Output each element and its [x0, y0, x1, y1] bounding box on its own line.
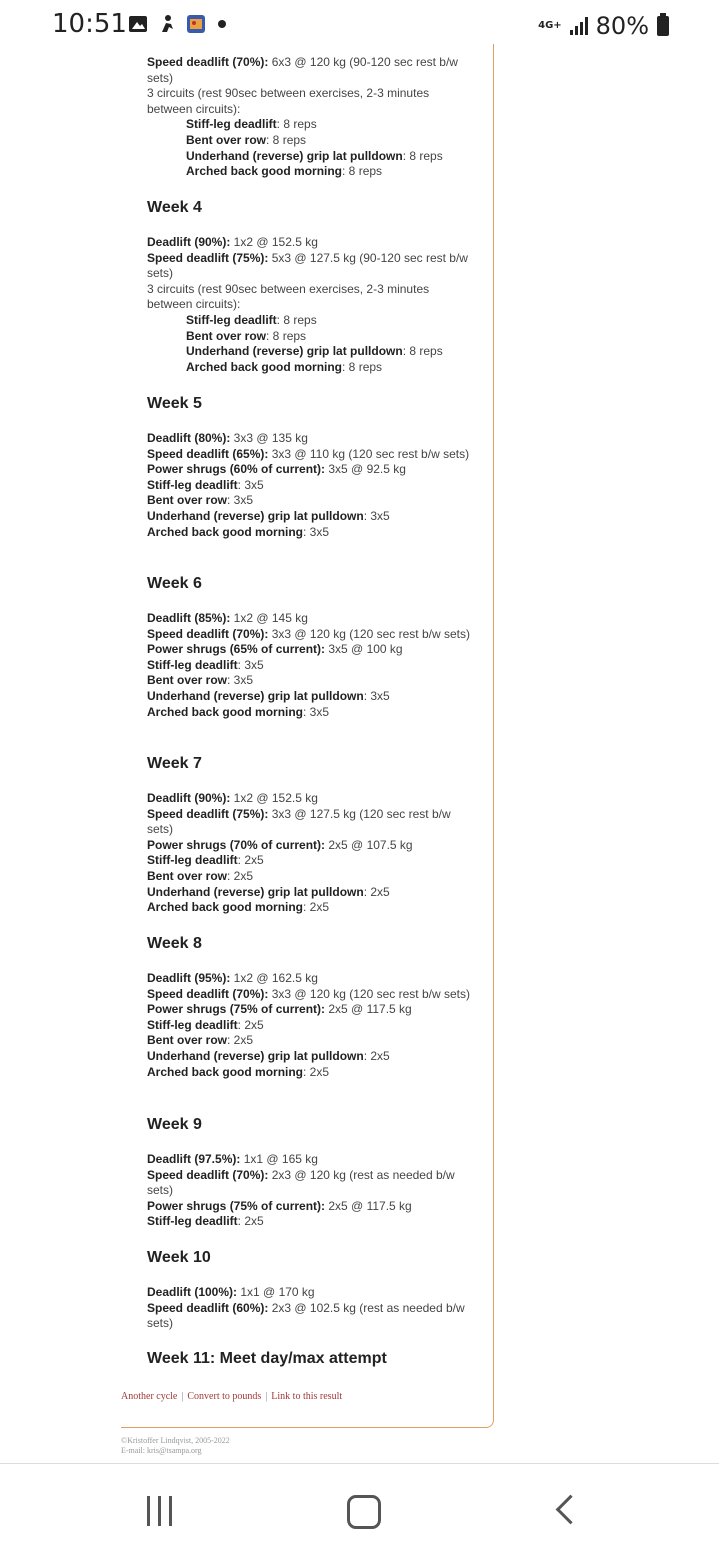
- exercise-line: [147, 1018, 477, 1034]
- exercise-detail: : 8 reps: [276, 312, 317, 327]
- app-icon: [186, 14, 206, 34]
- exercise-label: Power shrugs (75% of current):: [147, 1002, 326, 1017]
- exercise-label: Arched back good morning: [147, 900, 304, 915]
- exercise-line: [147, 117, 477, 133]
- exercise-detail: : 3x5: [227, 493, 254, 508]
- exercise-detail: 3x5 @ 92.5 kg: [325, 462, 406, 477]
- gallery-icon: [128, 15, 148, 33]
- exercise-label: Bent over row: [147, 868, 228, 883]
- exercise-label: Deadlift (80%):: [147, 431, 231, 445]
- exercise-line: [147, 869, 477, 885]
- exercise-detail: 1x2 @ 145 kg: [230, 611, 308, 625]
- exercise-detail: : 3x5: [237, 657, 264, 672]
- exercise-line: [147, 642, 477, 658]
- exercise-detail: 3 circuits (rest 90sec between exercises, 2-3 minutes between circuits):: [147, 281, 430, 312]
- exercise-label: Power shrugs (75% of current):: [147, 1198, 326, 1213]
- exercise-label: Bent over row: [186, 328, 267, 343]
- exercise-detail: : 2x5: [237, 1017, 264, 1032]
- exercise-detail: 2x3 @ 120 kg (rest as needed b/w sets): [147, 1167, 455, 1198]
- week-block: [147, 1350, 477, 1374]
- exercise-label: Speed deadlift (70%):: [147, 55, 269, 69]
- exercise-detail: 2x3 @ 102.5 kg (rest as needed b/w sets): [147, 1300, 465, 1331]
- exercise-line: [147, 1168, 477, 1199]
- exercise-detail: : 8 reps: [266, 132, 307, 147]
- exercise-detail: : 8 reps: [402, 148, 443, 163]
- exercise-label: Deadlift (95%):: [147, 971, 231, 985]
- week-title: Week 11: Meet day/max attempt: [147, 1350, 387, 1367]
- back-icon[interactable]: [556, 1495, 586, 1525]
- exercise-line: [147, 360, 477, 376]
- exercise-label: Arched back good morning: [147, 524, 304, 539]
- footer-links: [121, 1391, 342, 1402]
- exercise-detail: : 8 reps: [276, 117, 317, 132]
- exercise-detail: : 8 reps: [402, 344, 443, 359]
- week-title: Week 7: [147, 755, 202, 772]
- exercise-detail: : 8 reps: [342, 359, 383, 374]
- recent-apps-icon[interactable]: [147, 1496, 172, 1526]
- dot-icon: [216, 18, 228, 30]
- exercise-line: [147, 705, 477, 721]
- convert-to-pounds-link[interactable]: Convert to pounds: [187, 1391, 262, 1402]
- exercise-label: Stiff-leg deadlift: [186, 312, 277, 327]
- exercise-label: Speed deadlift (75%):: [147, 806, 269, 821]
- exercise-detail: 1x1 @ 165 kg: [240, 1152, 318, 1166]
- exercise-detail: : 2x5: [303, 1064, 330, 1079]
- exercise-label: Underhand (reverse) grip lat pulldown: [186, 148, 403, 163]
- exercise-line: [147, 509, 477, 525]
- exercise-label: Stiff-leg deadlift: [147, 1214, 238, 1229]
- exercise-label: Deadlift (90%):: [147, 235, 231, 249]
- copyright: [121, 1436, 230, 1456]
- exercise-label: Stiff-leg deadlift: [147, 657, 238, 672]
- exercise-line: [147, 431, 477, 447]
- exercise-detail: : 3x5: [303, 704, 330, 719]
- exercise-detail: 2x5 @ 117.5 kg: [325, 1198, 412, 1213]
- exercise-line: [147, 1214, 477, 1230]
- exercise-label: Underhand (reverse) grip lat pulldown: [147, 688, 364, 703]
- exercise-detail: : 8 reps: [266, 328, 307, 343]
- notification-icons: [128, 14, 228, 34]
- home-icon[interactable]: [347, 1495, 381, 1529]
- exercise-detail: : 2x5: [227, 868, 254, 883]
- exercise-label: Bent over row: [186, 132, 267, 147]
- exercise-label: Arched back good morning: [186, 164, 343, 179]
- week-title: Week 4: [147, 199, 202, 216]
- exercise-detail: 6x3 @ 120 kg (90-120 sec rest b/w sets): [147, 55, 458, 85]
- exercise-detail: : 2x5: [363, 884, 390, 899]
- exercise-line: [147, 1285, 477, 1301]
- exercise-line: [147, 344, 477, 360]
- exercise-label: Deadlift (90%):: [147, 791, 231, 805]
- exercise-label: Speed deadlift (70%):: [147, 1167, 269, 1182]
- separator: |: [181, 1391, 184, 1402]
- exercise-line: [147, 164, 477, 180]
- exercise-label: Power shrugs (60% of current):: [147, 462, 326, 477]
- exercise-label: Stiff-leg deadlift: [186, 117, 277, 132]
- exercise-line: [147, 807, 477, 838]
- week-block: [147, 55, 477, 180]
- exercise-line: [147, 1065, 477, 1081]
- exercise-label: Speed deadlift (65%):: [147, 446, 269, 461]
- exercise-detail: : 3x5: [227, 673, 254, 688]
- exercise-line: [147, 971, 477, 987]
- exercise-line: [147, 447, 477, 463]
- exercise-line: [147, 133, 477, 149]
- exercise-label: Bent over row: [147, 1033, 228, 1048]
- exercise-label: Deadlift (97.5%):: [147, 1152, 241, 1166]
- exercise-line: [147, 1301, 477, 1332]
- exercise-label: Underhand (reverse) grip lat pulldown: [186, 344, 403, 359]
- exercise-line: [147, 1002, 477, 1018]
- copyright-text: ©Kristoffer Lindqvist, 2005-2022: [121, 1436, 230, 1445]
- exercise-detail: 1x1 @ 170 kg: [237, 1285, 315, 1299]
- separator: |: [265, 1391, 268, 1402]
- exercise-label: Bent over row: [147, 673, 228, 688]
- exercise-label: Arched back good morning: [186, 359, 343, 374]
- exercise-detail: 3x3 @ 120 kg (120 sec rest b/w sets): [268, 626, 470, 641]
- exercise-detail: : 8 reps: [342, 164, 383, 179]
- week-block: [147, 575, 477, 720]
- exercise-label: Speed deadlift (75%):: [147, 250, 269, 265]
- week-block: [147, 1116, 477, 1230]
- exercise-line: [147, 900, 477, 916]
- exercise-label: Speed deadlift (70%):: [147, 626, 269, 641]
- another-cycle-link[interactable]: Another cycle: [121, 1391, 178, 1402]
- exercise-line: [147, 329, 477, 345]
- week-title: Week 6: [147, 575, 202, 592]
- exercise-label: Deadlift (85%):: [147, 611, 231, 625]
- exercise-detail: : 2x5: [363, 1048, 390, 1063]
- exercise-label: Underhand (reverse) grip lat pulldown: [147, 508, 364, 523]
- navigation-bar: [0, 1464, 719, 1558]
- exercise-detail: : 3x5: [363, 688, 390, 703]
- exercise-detail: 3x3 @ 135 kg: [230, 431, 308, 445]
- exercise-detail: : 2x5: [303, 900, 330, 915]
- exercise-line: [147, 689, 477, 705]
- exercise-label: Deadlift (100%):: [147, 1285, 238, 1299]
- network-type: 4G+: [538, 20, 562, 31]
- exercise-line: [147, 1199, 477, 1215]
- exercise-label: Power shrugs (65% of current):: [147, 642, 326, 657]
- week-block: [147, 1249, 477, 1332]
- exercise-detail: 1x2 @ 162.5 kg: [230, 971, 318, 985]
- exercise-line: [147, 525, 477, 541]
- exercise-line: [147, 235, 477, 251]
- exercise-line: [147, 282, 477, 313]
- exercise-detail: : 2x5: [227, 1033, 254, 1048]
- exercise-label: Arched back good morning: [147, 1064, 304, 1079]
- exercise-detail: : 3x5: [303, 524, 330, 539]
- exercise-label: Stiff-leg deadlift: [147, 477, 238, 492]
- exercise-detail: 3x3 @ 120 kg (120 sec rest b/w sets): [268, 986, 470, 1001]
- exercise-detail: 1x2 @ 152.5 kg: [230, 791, 318, 805]
- week-block: [147, 199, 477, 375]
- exercise-line: [147, 55, 477, 86]
- exercise-line: [147, 853, 477, 869]
- exercise-line: [147, 838, 477, 854]
- exercise-detail: : 3x5: [237, 477, 264, 492]
- exercise-line: [147, 86, 477, 117]
- exercise-label: Speed deadlift (60%):: [147, 1300, 269, 1315]
- exercise-detail: 3x5 @ 100 kg: [325, 642, 403, 657]
- exercise-line: [147, 149, 477, 165]
- exercise-line: [147, 627, 477, 643]
- exercise-line: [147, 885, 477, 901]
- exercise-detail: 3x3 @ 110 kg (120 sec rest b/w sets): [268, 446, 470, 461]
- exercise-line: [147, 611, 477, 627]
- week-block: [147, 395, 477, 540]
- exercise-detail: 5x3 @ 127.5 kg (90-120 sec rest b/w sets): [147, 250, 468, 281]
- exercise-line: [147, 1033, 477, 1049]
- exercise-line: [147, 462, 477, 478]
- exercise-detail: 2x5 @ 107.5 kg: [325, 837, 413, 852]
- exercise-label: Stiff-leg deadlift: [147, 1017, 238, 1032]
- person-icon: [158, 14, 176, 34]
- exercise-line: [147, 791, 477, 807]
- week-title: Week 8: [147, 935, 202, 952]
- week-title: Week 9: [147, 1116, 202, 1133]
- exercise-line: [147, 478, 477, 494]
- exercise-detail: : 2x5: [237, 853, 264, 868]
- week-block: [147, 935, 477, 1080]
- week-title: Week 5: [147, 395, 202, 412]
- link-to-result-link[interactable]: Link to this result: [271, 1391, 343, 1402]
- exercise-line: [147, 313, 477, 329]
- exercise-detail: 2x5 @ 117.5 kg: [325, 1002, 412, 1017]
- exercise-label: Power shrugs (70% of current):: [147, 837, 326, 852]
- week-block: [147, 755, 477, 916]
- exercise-line: [147, 987, 477, 1003]
- exercise-detail: 3x3 @ 127.5 kg (120 sec rest b/w sets): [147, 806, 451, 837]
- battery-percent: 80%: [595, 12, 649, 40]
- exercise-detail: 1x2 @ 152.5 kg: [230, 235, 318, 249]
- email-text: E-mail: kris@tsampa.org: [121, 1446, 202, 1455]
- exercise-detail: : 3x5: [363, 508, 390, 523]
- exercise-line: [147, 1152, 477, 1168]
- exercise-line: [147, 251, 477, 282]
- exercise-line: [147, 1049, 477, 1065]
- exercise-label: Stiff-leg deadlift: [147, 853, 238, 868]
- week-title: Week 10: [147, 1249, 211, 1266]
- exercise-line: [147, 493, 477, 509]
- exercise-detail: : 2x5: [237, 1214, 264, 1229]
- signal-icon: [570, 17, 588, 35]
- status-time: 10:51: [52, 9, 127, 39]
- exercise-label: Underhand (reverse) grip lat pulldown: [147, 884, 364, 899]
- battery-icon: [657, 16, 669, 36]
- exercise-detail: 3 circuits (rest 90sec between exercises, 2-3 minutes between circuits):: [147, 86, 430, 116]
- exercise-line: [147, 658, 477, 674]
- status-right: [538, 12, 669, 40]
- exercise-label: Underhand (reverse) grip lat pulldown: [147, 1048, 364, 1063]
- exercise-label: Speed deadlift (70%):: [147, 986, 269, 1001]
- exercise-line: [147, 673, 477, 689]
- exercise-label: Arched back good morning: [147, 704, 304, 719]
- exercise-label: Bent over row: [147, 493, 228, 508]
